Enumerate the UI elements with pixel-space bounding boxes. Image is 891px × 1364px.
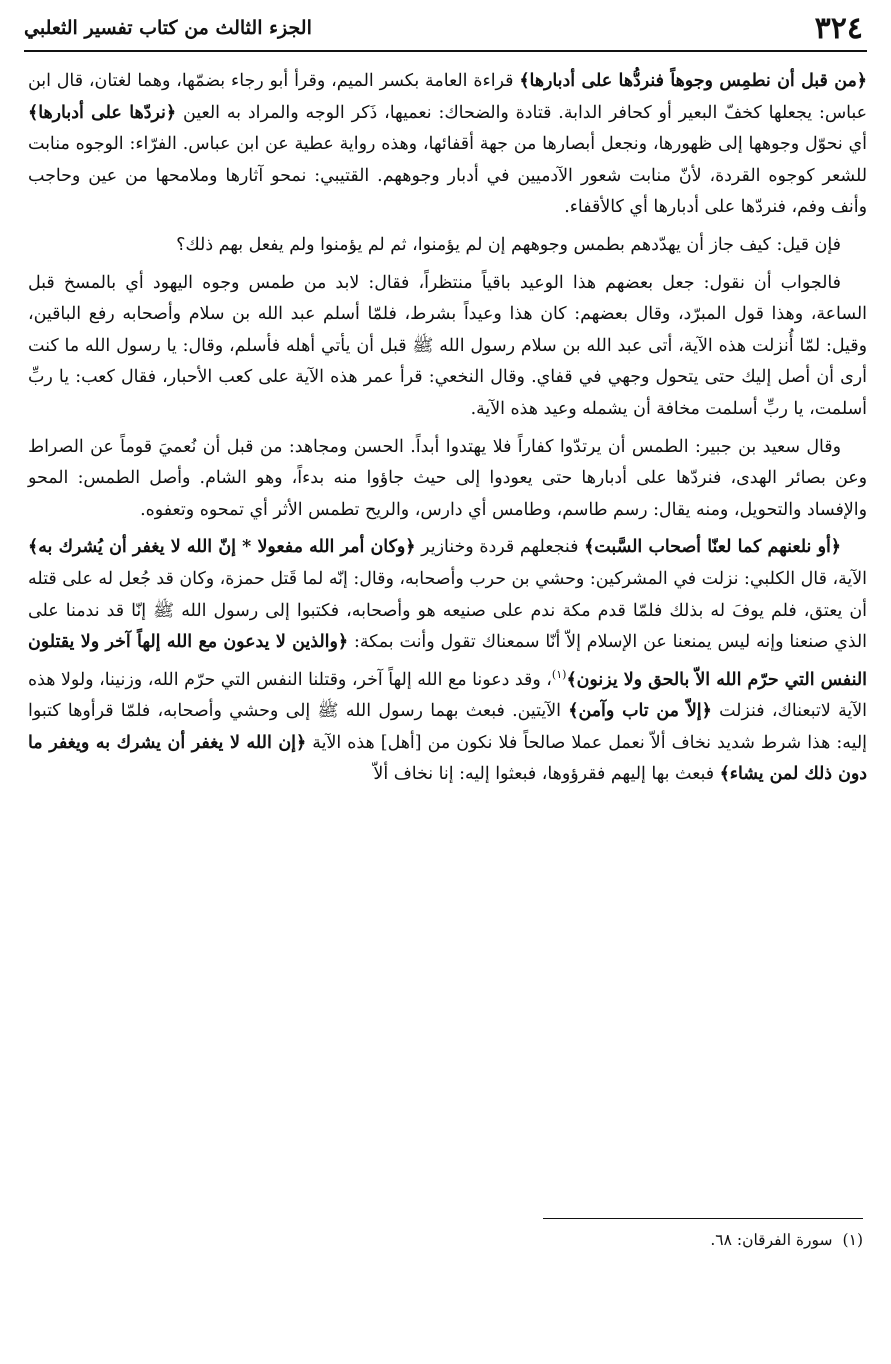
commentary-text: فالجواب أن نقول: جعل بعضهم هذا الوعيد باقياً منتظراً، فقال: لابد من طمس وجوه اليهود أي بالمسخ قبل الساعة، وهذا قول المبرّد، وقال بعضهم: كان هذا وعيداً بشرط، فلمّا أسلم عبد الله بن سلام وأصحابه رفع الباقين، وقيل: لمّا أُنزلت هذه الآية، أتى عبد الله بن سلام رسول الله ﷺ قبل أن يأتي أهله فأسلم، وقال: يا رسول الله ما كنت أرى أن أصل إليك حتى يتحول وجهي في قفاي. وقال النخعي: قرأ عمر هذه الآية على كعب الأحبار، فقال كعب: يا ربِّ أسلمت، يا ربِّ أسلمت مخافة أن يشمله وعيد هذه الآية. <box>28 272 867 419</box>
paragraph <box>28 66 867 224</box>
paragraph <box>28 532 867 791</box>
footnote-marker: (١) <box>842 1231 863 1249</box>
quran-verse: ﴿نردّها على أدبارها﴾ <box>28 102 177 123</box>
paragraph <box>28 268 867 426</box>
footnote-text: سورة الفرقان: ٦٨. <box>710 1231 833 1249</box>
footnote-reference: (١) <box>551 667 567 681</box>
quran-verse: ﴿إن الله لا يغفر أن يشرك به ويغفر ما دون ذلك لمن يشاء﴾ <box>28 732 867 785</box>
quran-verse: ﴿وكان أمر الله مفعولا * إنّ الله لا يغفر أن يُشرك به﴾ <box>28 537 416 558</box>
footnotes <box>28 1228 863 1252</box>
commentary-text: قراءة العامة بكسر الميم، وقرأ أبو رجاء بضمّها، وهما لغتان، قال ابن عباس: يجعلها كخفّ البعير أو كحافر الدابة. قتادة والضحاك: نعميها، ذَكر الوجه والمراد به العين <box>28 71 867 123</box>
commentary-text: الآيتين. فبعث بهما رسول الله ﷺ إلى وحشي وأصحابه، فلمّا قرأوها كتبوا إليه: هذا شرط شديد نخاف ألاّ نعمل عملا صالحاً فلا نكون من [أهل] هذه الآية <box>28 701 867 753</box>
paragraph <box>28 432 867 527</box>
paragraph <box>28 230 867 262</box>
running-title: الجزء الثالث من كتاب تفسير الثعلبي <box>24 17 312 39</box>
commentary-text: فنجعلهم قردة وخنازير <box>415 537 585 558</box>
commentary-text: ، وقد دعونا مع الله إلهاً آخر، وقتلنا النفس التي حرّم الله، وزنينا، ولولا هذه الآية لاتبعناك، فنزلت <box>28 669 868 722</box>
quran-verse: ﴿أو نلعنهم كما لعنّا أصحاب السَّبت﴾ <box>584 537 841 558</box>
commentary-text: وقال سعيد بن جبير: الطمس أن يرتدّوا كفاراً فلا يهتدوا أبداً. الحسن ومجاهد: من قبل أن نُعميَ قوماً عن الصراط وعن بصائر الهدى، فنردّها على أدبارها حتى يعودوا إلى حيث جاؤوا منه بدءاً، وهو الشام. وأصل الطمس: المحو والإفساد والتحويل، ومنه يقال: رسم طاسم، وطامس أي دارس، والريح تطمس الأثر أي تمحوه وتعفوه. <box>28 436 867 520</box>
commentary-text: فإن قيل: كيف جاز أن يهدّدهم بطمس وجوههم إن لم يؤمنوا، ثم لم يؤمنوا ولم يفعل بهم ذلك؟ <box>176 234 841 255</box>
commentary-text: فبعث بها إليهم فقرؤوها، فبعثوا إليه: إنا نخاف ألاّ <box>373 764 720 785</box>
page-number: ٣٢٤ <box>814 10 863 46</box>
footnote-divider <box>543 1218 863 1219</box>
quran-verse: ﴿إلاّ من تاب وآمن﴾ <box>568 701 712 722</box>
footnote-item <box>28 1228 863 1252</box>
quran-verse: ﴿من قبل أن نطمِس وجوهاً فنردُّها على أدبارها﴾ <box>519 71 868 91</box>
commentary-text: الآية، قال الكلبي: نزلت في المشركين: وحشي بن حرب وأصحابه، وقال: إنّه لما قَتل حمزة، وكان قد جُعل له على قتله أن يعتق، فلم يوفَ له بذلك فلمّا قدم مكة ندم على صنيعه هو وأصحابه، فكتبوا إلى رسول الله ﷺ إنّا قد ندمنا على الذي صنعنا وإنه ليس يمنعنا عن الإسلام إلاّ أنّا سمعناك تقول وأنت بمكة: <box>28 568 867 653</box>
commentary-text: أي نحوّل وجوهها إلى ظهورها، ونجعل أبصارها من جهة أقفائها، وهذه رواية عطية عن ابن عباس. الفرّاء: الوجوه منابت للشعر كوجوه القردة، لأنّ منابت شعور الآدميين في أدبار وجوههم. القتيبي: نمحو آثارها وملامحها من عين وحاجب وأنف وفم، فنردّها على أدبارها أي كالأقفاء. <box>28 134 867 218</box>
main-text <box>28 66 867 797</box>
quran-verse: ﴿والذين لا يدعون مع الله إلهاً آخر ولا يقتلون النفس التي حرّم الله الاّ بالحق ولا يزنون﴾ <box>28 632 867 690</box>
header-divider <box>24 50 867 52</box>
page-header <box>24 10 863 46</box>
